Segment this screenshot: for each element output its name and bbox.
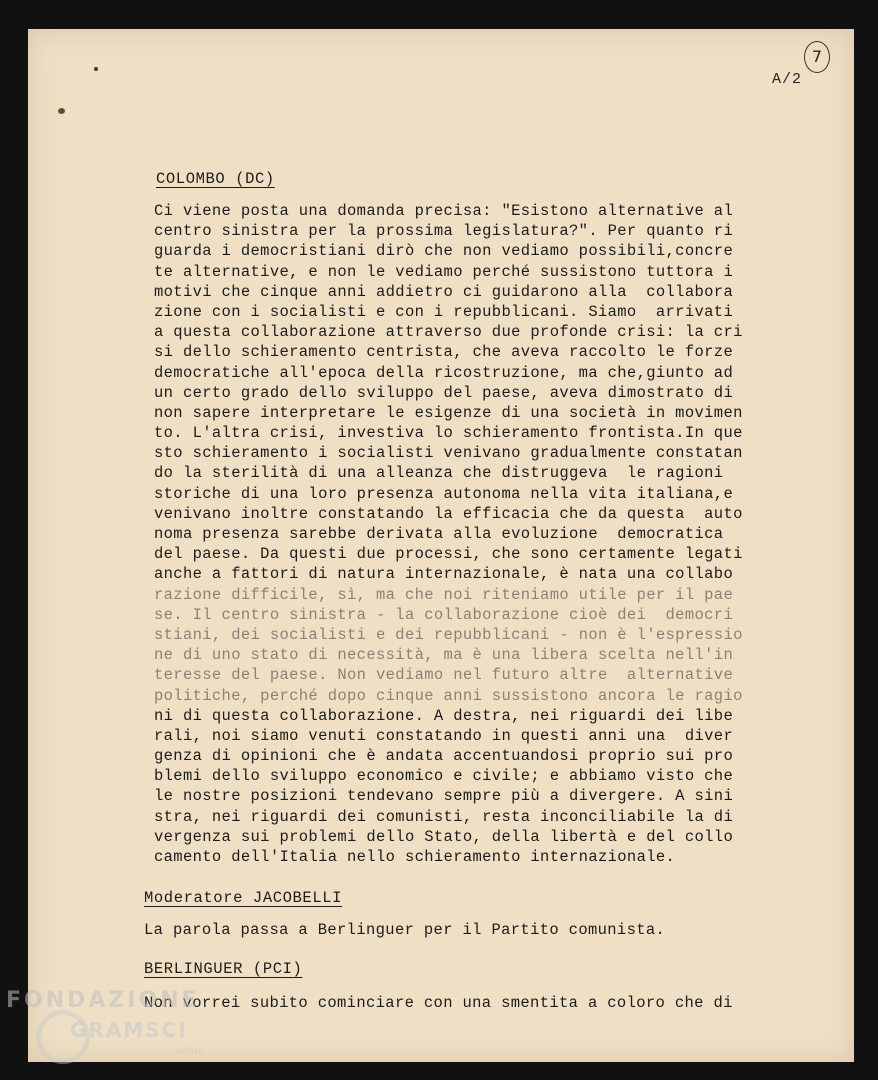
text-line: non sapere interpretare le esigenze di una società in movimen xyxy=(154,403,743,422)
watermark-text: onlus xyxy=(176,1046,203,1057)
text-line: centro sinistra per la prossima legislatura?". Per quanto ri xyxy=(154,222,734,241)
text-line: te alternative, e non le vediamo perché sussistono tuttora i xyxy=(154,262,734,281)
text-line: a questa collaborazione attraverso due profonde crisi: la cri xyxy=(154,323,743,342)
text-line: vergenza sui problemi dello Stato, della libertà e del collo xyxy=(154,827,734,846)
watermark-text: FONDAZIONE xyxy=(6,988,200,1013)
text-line: ne di uno stato di necessità, ma è una libera scelta nell'in xyxy=(154,646,734,665)
paper-stain xyxy=(94,67,98,71)
page-reference: A/2 xyxy=(771,71,802,88)
sheet-number: 7 xyxy=(804,41,830,73)
text-line: do la sterilità di una alleanza che distruggeva le ragioni xyxy=(154,464,724,483)
text-line: zione con i socialisti e con i repubblicani. Siamo arrivati xyxy=(154,302,734,321)
text-line: stiani, dei socialisti e dei repubblicani - non è l'espressio xyxy=(154,625,743,644)
text-line: sto schieramento i socialisti venivano gradualmente constatan xyxy=(154,444,743,463)
text-line: politiche, perché dopo cinque anni sussistono ancora le ragio xyxy=(154,686,743,705)
speaker-heading-colombo: COLOMBO (DC) xyxy=(156,170,275,188)
document-page xyxy=(28,29,854,1062)
paper-stain xyxy=(58,108,65,114)
text-line: un certo grado dello sviluppo del paese, aveva dimostrato di xyxy=(154,383,734,402)
paragraph-moderator xyxy=(144,920,665,940)
text-line: teresse del paese. Non vediamo nel futuro altre alternative xyxy=(154,666,734,685)
text-line: noma presenza sarebbe derivata alla evoluzione democratica xyxy=(154,525,724,543)
text-line: razione difficile, sì, ma che noi riteniamo utile per il pae xyxy=(154,585,734,604)
watermark-text: GRAMSCI xyxy=(70,1018,188,1042)
text-line: del paese. Da questi due processi, che sono certamente legati xyxy=(154,545,743,564)
text-line: La parola passa a Berlinguer per il Partito comunista. xyxy=(144,921,666,939)
text-line: le nostre posizioni tendevano sempre più a divergere. A sini xyxy=(154,787,734,806)
text-line: Non vorrei subito cominciare con una smentita a coloro che di xyxy=(144,994,733,1012)
text-line: si dello schieramento centrista, che aveva raccolto le forze xyxy=(154,343,734,362)
text-line: Ci viene posta una domanda precisa: "Esistono alternative al xyxy=(154,202,734,220)
text-line: to. L'altra crisi, investiva lo schieramento frontista.In que xyxy=(154,424,743,443)
paragraph-berlinguer xyxy=(144,993,733,1013)
text-line: camento dell'Italia nello schieramento internazionale. xyxy=(154,848,676,866)
speaker-heading-moderator: Moderatore JACOBELLI xyxy=(144,889,343,907)
text-line: democratiche all'epoca della ricostruzione, ma che,giunto ad xyxy=(154,363,734,382)
text-line: storiche di una loro presenza autonoma nella vita italiana,e xyxy=(154,484,734,503)
text-line: stra, nei riguardi dei comunisti, resta inconciliabile la di xyxy=(154,807,734,826)
text-line: venivano inoltre constatando la efficacia che da questa auto xyxy=(154,504,743,523)
text-line: motivi che cinque anni addietro ci guidarono alla collabora xyxy=(154,282,734,301)
text-line: blemi dello sviluppo economico e civile; e abbiamo visto che xyxy=(154,767,734,786)
text-line: anche a fattori di natura internazionale, è nata una collabo xyxy=(154,565,734,584)
paragraph-colombo xyxy=(154,201,743,867)
text-line: guarda i democristiani dirò che non vediamo possibili,concre xyxy=(154,242,734,261)
text-line: genza di opinioni che è andata accentuandosi proprio sui pro xyxy=(154,747,734,766)
text-line: rali, noi siamo venuti constatando in questi anni una diver xyxy=(154,726,734,745)
text-line: se. Il centro sinistra - la collaborazione cioè dei democri xyxy=(154,605,734,624)
speaker-heading-berlinguer: BERLINGUER (PCI) xyxy=(144,960,303,978)
text-line: ni di questa collaborazione. A destra, nei riguardi dei libe xyxy=(154,706,734,725)
